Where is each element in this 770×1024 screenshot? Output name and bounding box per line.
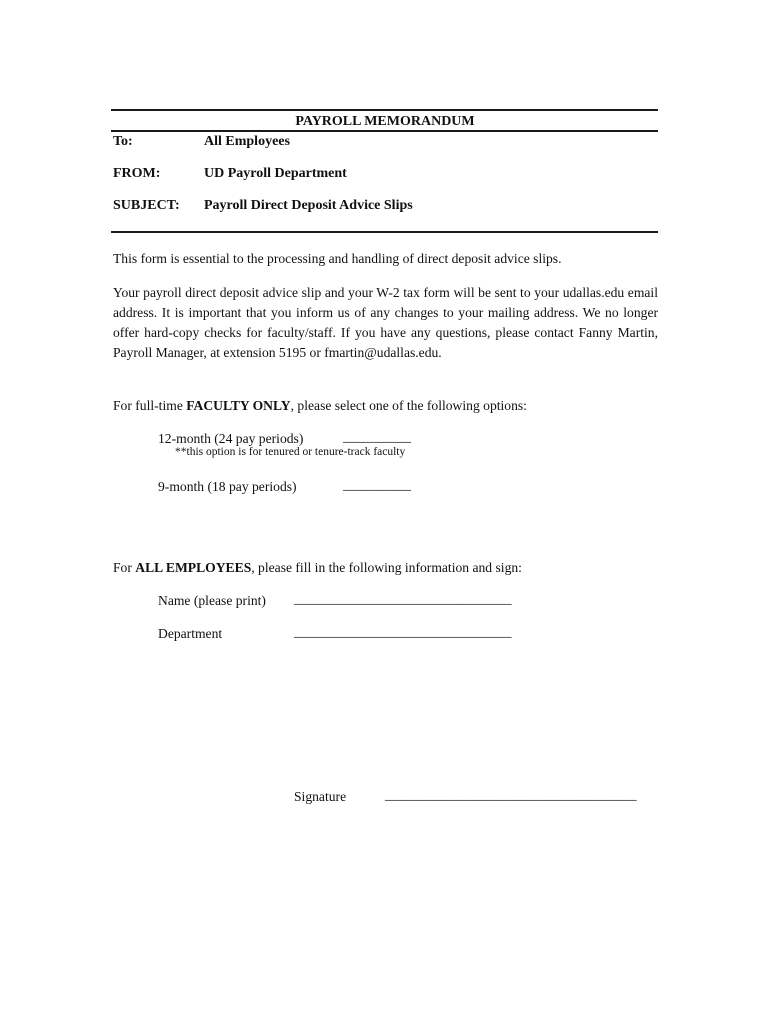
employees-suffix: , please fill in the following information and sign: xyxy=(251,560,522,575)
signature-field[interactable]: _____________________________________ xyxy=(385,787,637,802)
to-label: To: xyxy=(113,134,133,149)
option-12-month-blank[interactable]: __________ xyxy=(343,429,411,444)
employees-instruction xyxy=(113,558,522,578)
info-paragraph: Your payroll direct deposit advice slip and your W-2 tax form will be sent to your udallas.edu email address. It is important that you inform us of any changes to your mailing address. We no longer offer hard-copy checks for faculty/staff. If you have any questions, please contact Fanny Martin, Payroll Manager, at extension 5195 or fmartin@udallas.edu. xyxy=(113,285,658,360)
option-9-month-label: 9-month (18 pay periods) xyxy=(158,479,297,494)
top-rule xyxy=(111,109,658,111)
employees-prefix: For xyxy=(113,560,136,575)
to-value: All Employees xyxy=(204,134,290,149)
faculty-suffix: , please select one of the following options: xyxy=(290,398,527,413)
faculty-prefix: For full-time xyxy=(113,398,187,413)
from-value: UD Payroll Department xyxy=(204,166,347,181)
faculty-emphasis: FACULTY ONLY xyxy=(186,398,291,413)
department-field[interactable]: ________________________________ xyxy=(294,624,512,639)
header-bottom-rule xyxy=(111,231,658,233)
department-label: Department xyxy=(158,626,223,641)
faculty-instruction xyxy=(113,396,527,416)
intro-text: This form is essential to the processing and handling of direct deposit advice slips. xyxy=(113,251,562,266)
memo-title: PAYROLL MEMORANDUM xyxy=(295,114,475,129)
subject-label: SUBJECT: xyxy=(113,198,180,213)
option-9-month-blank[interactable]: __________ xyxy=(343,477,411,492)
title-rule xyxy=(111,130,658,132)
subject-value: Payroll Direct Deposit Advice Slips xyxy=(204,198,413,213)
name-label: Name (please print) xyxy=(158,593,266,608)
option-12-month-note: **this option is for tenured or tenure-track faculty xyxy=(175,446,406,458)
name-field[interactable]: ________________________________ xyxy=(294,591,512,606)
signature-label: Signature xyxy=(294,789,347,804)
option-12-month-label: 12-month (24 pay periods) xyxy=(158,431,304,446)
from-label: FROM: xyxy=(113,166,161,181)
employees-emphasis: ALL EMPLOYEES xyxy=(135,560,252,575)
